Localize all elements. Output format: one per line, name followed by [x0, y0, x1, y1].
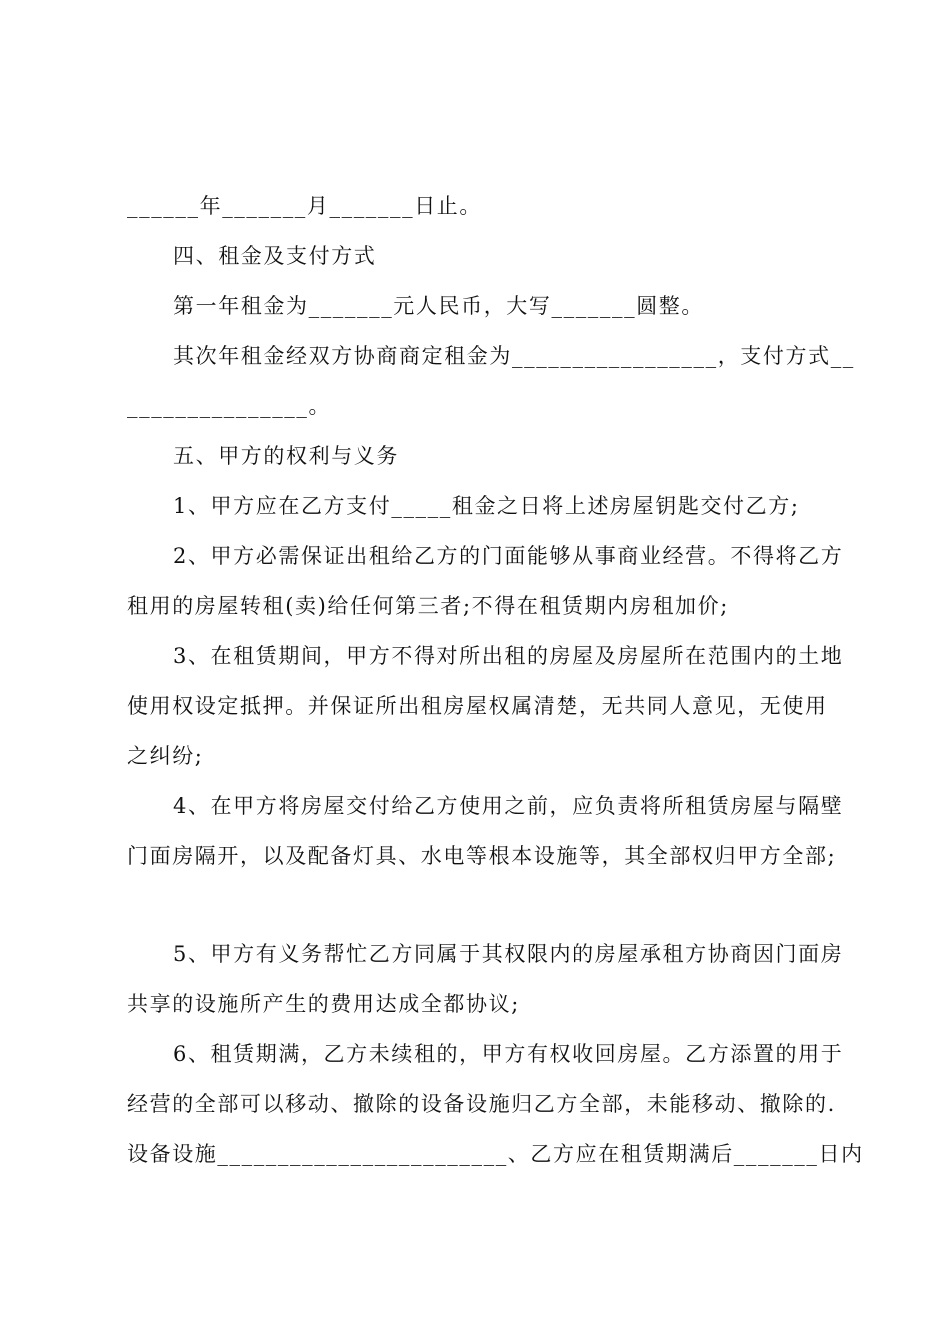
document-body [127, 186, 864, 1184]
first-year-rent-line: 第一年租金为_______元人民币，大写_______圆整。 [173, 294, 704, 318]
payment-method-continuation: _______________。 [127, 394, 332, 418]
paragraph-gap [127, 886, 832, 934]
clause-4-line-2: 门面房隔开，以及配备灯具、水电等根本设施等，其全部权归甲方全部; [127, 844, 837, 868]
clause-3-line-3: 之纠纷; [127, 744, 204, 768]
clause-1: 1、甲方应在乙方支付_____租金之日将上述房屋钥匙交付乙方; [173, 494, 800, 518]
clause-6-line-3: 设备设施________________________、乙方应在租赁期满后_______日内 [127, 1142, 864, 1166]
clause-6-line-2: 经营的全部可以移动、撤除的设备设施归乙方全部，未能移动、撤除的. [127, 1092, 836, 1116]
section-5-heading: 五、甲方的权利与义务 [173, 444, 399, 468]
lease-end-date-line: ______年_______月_______日止。 [127, 194, 482, 218]
clause-5-line-2: 共享的设施所产生的费用达成全都协议; [127, 992, 520, 1016]
clause-3-line-2: 使用权设定抵押。并保证所出租房屋权属清楚，无共同人意见，无使用 [127, 694, 828, 718]
section-4-heading: 四、租金及支付方式 [173, 244, 377, 268]
clause-3-line-1: 3、在租赁期间，甲方不得对所出租的房屋及房屋所在范围内的土地 [173, 644, 844, 668]
clause-5-line-1: 5、甲方有义务帮忙乙方同属于其权限内的房屋承租方协商因门面房 [173, 942, 844, 966]
clause-2-line-1: 2、甲方必需保证出租给乙方的门面能够从事商业经营。不得将乙方 [173, 544, 844, 568]
clause-2-line-2: 租用的房屋转租(卖)给任何第三者;不得在租赁期内房租加价; [127, 594, 729, 618]
clause-6-line-1: 6、租赁期满，乙方未续租的，甲方有权收回房屋。乙方添置的用于 [173, 1042, 844, 1066]
clause-4-line-1: 4、在甲方将房屋交付给乙方使用之前，应负责将所租赁房屋与隔壁 [173, 794, 844, 818]
second-year-rent-line: 其次年租金经双方协商商定租金为_________________，支付方式__ [173, 344, 855, 368]
